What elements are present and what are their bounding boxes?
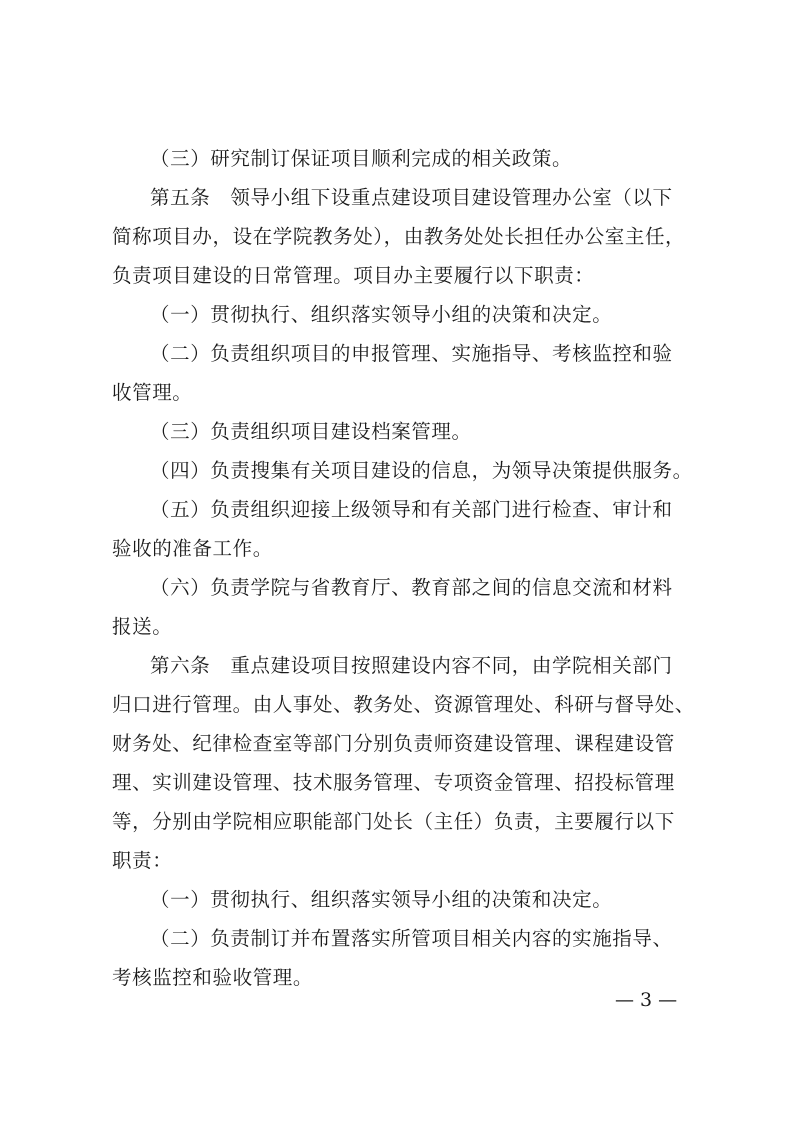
text-line: （三）负责组织项目建设档案管理。: [150, 420, 472, 443]
text-line: 报送。: [112, 615, 173, 638]
text-line: 财务处、纪律检查室等部门分别负责师资建设管理、课程建设管: [112, 732, 675, 755]
text-line: 负责项目建设的日常管理。项目办主要履行以下职责：: [112, 264, 595, 287]
text-line: 第五条 领导小组下设重点建设项目建设管理办公室（以下: [150, 186, 673, 209]
text-line: 验收的准备工作。: [112, 537, 273, 560]
text-line: （一）贯彻执行、组织落实领导小组的决策和决定。: [150, 888, 613, 911]
text-line: （五）负责组织迎接上级领导和有关部门进行检查、审计和: [150, 498, 673, 521]
text-line: （六）负责学院与省教育厅、教育部之间的信息交流和材料: [150, 576, 673, 599]
text-line: 等，分别由学院相应职能部门处长（主任）负责，主要履行以下: [112, 810, 675, 833]
page-number: — 3 —: [615, 989, 678, 1011]
text-line: 职责：: [112, 849, 173, 872]
text-line: 收管理。: [112, 381, 193, 404]
text-line: （三）研究制订保证项目顺利完成的相关政策。: [150, 147, 573, 170]
text-line: 第六条 重点建设项目按照建设内容不同，由学院相关部门: [150, 654, 673, 677]
text-line: 归口进行管理。由人事处、教务处、资源管理处、科研与督导处、: [112, 693, 695, 716]
text-line: （一）贯彻执行、组织落实领导小组的决策和决定。: [150, 303, 613, 326]
text-line: 考核监控和验收管理。: [112, 966, 314, 989]
text-line: （二）负责制订并布置落实所管项目相关内容的实施指导、: [150, 927, 673, 950]
text-line: 简称项目办，设在学院教务处），由教务处处长担任办公室主任，: [112, 225, 686, 248]
text-line: 理、实训建设管理、技术服务管理、专项资金管理、招投标管理: [112, 771, 675, 794]
text-line: （二）负责组织项目的申报管理、实施指导、考核监控和验: [150, 342, 673, 365]
text-line: （四）负责搜集有关项目建设的信息，为领导决策提供服务。: [150, 459, 693, 482]
